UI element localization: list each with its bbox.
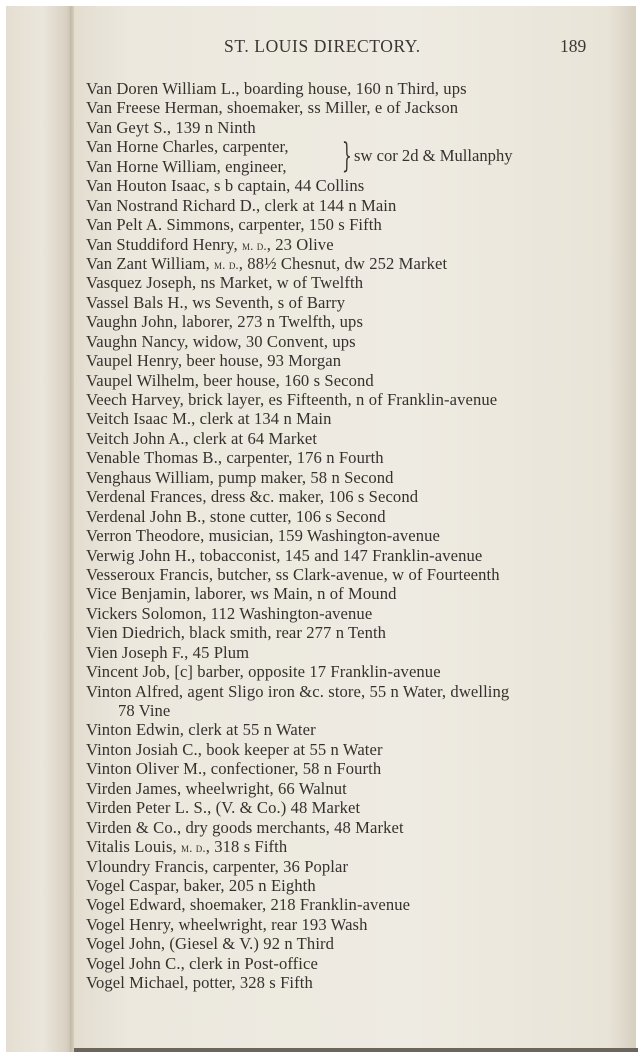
brace-entry: Van Horne William, engineer,	[86, 156, 287, 176]
brace-group	[86, 137, 626, 176]
entry-title-abbrev: m. d.	[241, 237, 267, 253]
entry-text: Van Nostrand Richard D., clerk at 144 n Main	[86, 195, 397, 215]
directory-entry	[86, 779, 626, 798]
entry-text: Vinton Oliver M., confectioner, 58 n Fourth	[86, 759, 382, 779]
entry-text: Van Houton Isaac, s b captain, 44 Collins	[86, 176, 365, 196]
directory-entry	[86, 954, 626, 973]
entry-text: Vogel Caspar, baker, 205 n Eighth	[86, 875, 316, 895]
directory-entry	[86, 682, 626, 701]
brace-entry: Van Horne Charles, carpenter,	[86, 137, 289, 157]
entry-text: Virden James, wheelwright, 66 Walnut	[86, 778, 347, 798]
entry-text: Virden & Co., dry goods merchants, 48 Market	[86, 817, 404, 837]
directory-entry	[86, 584, 626, 603]
entry-text: Vogel Edward, shoemaker, 218 Franklin-avenue	[86, 895, 411, 915]
directory-entry: Van Geyt S., 139 n Ninth	[86, 117, 256, 137]
directory-entry	[86, 973, 626, 992]
entries-list	[86, 176, 626, 992]
entry-text: Vinton Edwin, clerk at 55 n Water	[86, 720, 316, 740]
entry-text: Veech Harvey, brick layer, es Fifteenth, n of Franklin-avenue	[86, 390, 498, 410]
directory-entry	[86, 857, 626, 876]
entry-text: Vien Diedrich, black smith, rear 277 n Tenth	[86, 623, 387, 643]
entry-text: Vickers Solomon, 112 Washington-avenue	[86, 603, 373, 623]
directory-entry	[86, 215, 626, 234]
directory-entry	[86, 818, 626, 837]
entry-text: Vogel Michael, potter, 328 s Fifth	[86, 973, 313, 993]
entry-text: Veitch John A., clerk at 64 Market	[86, 428, 318, 448]
entry-text: Vitalis Louis,	[86, 837, 181, 857]
directory-entry	[86, 371, 626, 390]
entry-text: Vogel John C., clerk in Post-office	[86, 953, 318, 973]
entry-text: Vesseroux Francis, butcher, ss Clark-avenue, w of Fourteenth	[86, 564, 500, 584]
running-title: ST. LOUIS DIRECTORY.	[224, 36, 421, 56]
directory-entry	[86, 546, 626, 565]
directory-entry	[86, 934, 626, 953]
directory-entry	[86, 876, 626, 895]
entry-text: Vaughn John, laborer, 273 n Twelfth, ups	[86, 312, 364, 332]
entry-text: Vasquez Joseph, ns Market, w of Twelfth	[86, 273, 364, 293]
entry-text: Vloundry Francis, carpenter, 36 Poplar	[86, 856, 349, 876]
entry-text: Vogel Henry, wheelwright, rear 193 Wash	[86, 914, 368, 934]
directory-entry	[86, 273, 626, 292]
entry-text: Venable Thomas B., carpenter, 176 n Fourth	[86, 448, 384, 468]
entry-text: Veitch Isaac M., clerk at 134 n Main	[86, 409, 332, 429]
entry-text: Verdenal Frances, dress &c. maker, 106 s Second	[86, 487, 419, 507]
directory-entry	[86, 895, 626, 914]
entry-text: Vaupel Wilhelm, beer house, 160 s Second	[86, 370, 374, 390]
directory-entry	[86, 487, 626, 506]
directory-entry	[86, 643, 626, 662]
left-page-edge	[6, 6, 72, 1052]
directory-entry	[86, 798, 626, 817]
directory-entry	[86, 526, 626, 545]
entry-text: Vinton Josiah C., book keeper at 55 n Water	[86, 739, 383, 759]
directory-entry	[86, 720, 626, 739]
entry-text: Van Pelt A. Simmons, carpenter, 150 s Fifth	[86, 215, 382, 235]
entry-title-abbrev: m. d.	[181, 840, 206, 856]
directory-entries	[86, 79, 626, 993]
entry-text: Venghaus William, pump maker, 58 n Second	[86, 467, 394, 487]
directory-entry	[86, 176, 626, 195]
directory-entry	[86, 196, 626, 215]
entry-text-rest: , 318 s Fifth	[205, 837, 288, 857]
entry-text: 78 Vine	[118, 701, 171, 721]
entry-text: Vinton Alfred, agent Sligo iron &c. store, 55 n Water, dwelling	[86, 681, 510, 701]
directory-entry	[86, 507, 626, 526]
directory-entry	[86, 332, 626, 351]
entry-text: Virden Peter L. S., (V. & Co.) 48 Market	[86, 798, 361, 818]
directory-entry	[86, 448, 626, 467]
directory-entry	[86, 409, 626, 428]
directory-page	[74, 6, 636, 1052]
directory-entry	[86, 915, 626, 934]
directory-entry	[86, 293, 626, 312]
directory-entry	[86, 312, 626, 331]
entry-text: Vaughn Nancy, widow, 30 Convent, ups	[86, 331, 356, 351]
entry-text-rest: , 23 Olive	[266, 234, 334, 254]
entry-title-abbrev: m. d.	[214, 256, 239, 272]
entries-before-brace	[86, 79, 626, 137]
directory-entry	[86, 468, 626, 487]
entry-text: Vien Joseph F., 45 Plum	[86, 642, 250, 662]
entry-text: Vogel John, (Giesel & V.) 92 n Third	[86, 934, 335, 954]
directory-entry	[86, 740, 626, 759]
entry-text: Vassel Bals H., ws Seventh, s of Barry	[86, 292, 346, 312]
directory-entry	[86, 235, 626, 254]
entry-text: Verron Theodore, musician, 159 Washington-avenue	[86, 526, 440, 546]
entry-text: Vincent Job, [c] barber, opposite 17 Franklin-avenue	[86, 662, 441, 682]
curly-brace-icon: }	[341, 136, 352, 177]
directory-entry	[86, 429, 626, 448]
directory-entry	[86, 623, 626, 642]
brace-shared-address: sw cor 2d & Mullanphy	[354, 146, 513, 166]
directory-entry	[86, 837, 626, 856]
directory-entry-continuation	[86, 701, 626, 720]
directory-entry	[86, 662, 626, 681]
entry-text: Verwig John H., tobacconist, 145 and 147 Franklin-avenue	[86, 545, 483, 565]
directory-entry	[86, 351, 626, 370]
entry-text-rest: , 88½ Chesnut, dw 252 Market	[238, 253, 448, 273]
entry-text: Vice Benjamin, laborer, ws Main, n of Mound	[86, 584, 397, 604]
directory-entry	[86, 390, 626, 409]
directory-entry: Van Doren William L., boarding house, 160 n Third, ups	[86, 79, 467, 98]
entry-text: Vaupel Henry, beer house, 93 Morgan	[86, 351, 342, 371]
directory-entry	[86, 254, 626, 273]
directory-entry: Van Freese Herman, shoemaker, ss Miller, e of Jackson	[86, 98, 459, 118]
directory-entry	[86, 759, 626, 778]
entry-text: Verdenal John B., stone cutter, 106 s Second	[86, 506, 386, 526]
page-bottom-edge	[74, 1048, 638, 1052]
entry-text: Van Zant William,	[86, 253, 215, 273]
page-number: 189	[560, 36, 587, 56]
directory-entry	[86, 604, 626, 623]
entry-text: Van Studdiford Henry,	[86, 234, 242, 254]
directory-entry	[86, 565, 626, 584]
